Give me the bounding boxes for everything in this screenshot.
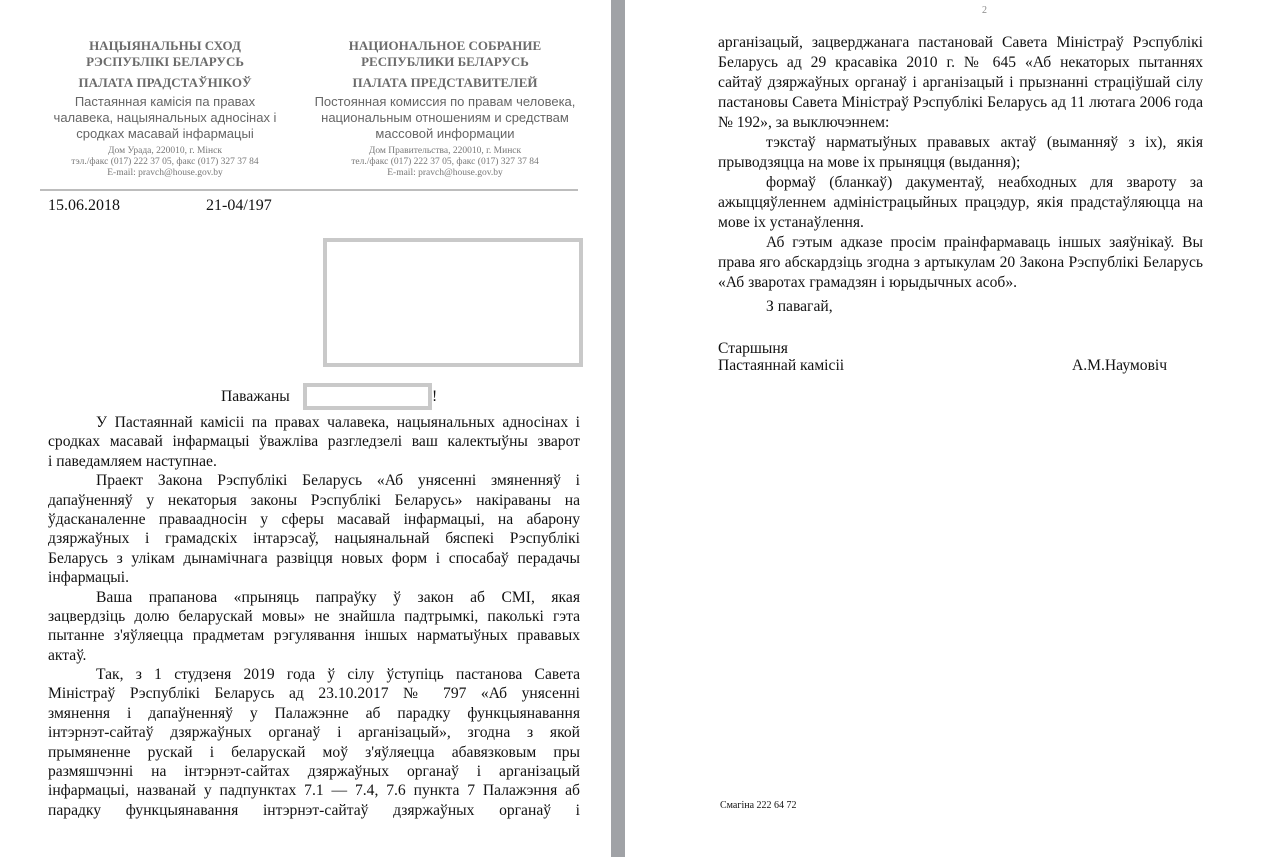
org-name: РЭСПУБЛІКІ БЕЛАРУСЬ xyxy=(86,54,244,69)
text-line: сродках масавай інфармацыі ўважліва разгледзелі ваш калектыўны зварот xyxy=(48,433,580,451)
text-line: інтэрнэт-сайтаў дзяржаўных органаў і арганізацый», згодна з якой xyxy=(48,724,580,742)
letter-body-continued xyxy=(718,33,1203,293)
commission-line: национальным отношениям и средствам xyxy=(321,110,569,125)
chamber-name: ПАЛАТА ПРЕДСТАВИТЕЛЕЙ xyxy=(352,75,538,90)
text-line: пастановы Савета Міністраў Рэспублікі Беларусь ад 11 лютага 2006 года xyxy=(718,94,1203,111)
header-divider xyxy=(40,189,578,191)
text-line: Міністраў Рэспублікі Беларусь ад 23.10.2017 № 797 «Аб унясенні xyxy=(48,685,580,703)
commission-name xyxy=(300,94,590,142)
letter-ref-number: 21-04/197 xyxy=(206,197,272,214)
text-line: інфармацыі, названай у падпунктах 7.1 — 7.4, 7.6 пункта 7 Палажэння аб xyxy=(48,782,580,800)
text-line: прымяненне рускай і беларускай моў з'яўляецца абавязковым пры xyxy=(48,743,580,761)
text-line: парадку функцыянавання інтэрнэт-сайтаў дзяржаўных органаў і xyxy=(48,801,580,819)
closing: З павагай, xyxy=(766,298,833,315)
page-number: 2 xyxy=(982,5,987,16)
letterhead-russian xyxy=(300,38,590,179)
letter-body xyxy=(48,413,580,820)
salutation-end: ! xyxy=(432,388,438,405)
email-line: E-mail: pravch@house.gov.by xyxy=(107,168,223,178)
letter-date: 15.06.2018 xyxy=(48,197,120,214)
letterhead-belarusian xyxy=(50,38,280,179)
text-line: змянення і дапаўненняў у Палажэнне аб парадку функцыянавання xyxy=(48,704,580,722)
text-line: дапаўненняў у некаторыя законы Рэспублікі Беларусь» накіраваны на xyxy=(48,491,580,509)
text-line: права яго абскардзіць згодна з артыкулам 20 Закона Рэспублікі Беларусь xyxy=(718,254,1203,271)
email-line: E-mail: pravch@house.gov.by xyxy=(387,168,503,178)
text-line: прыводзяцца на мове іх прыняцця (выдання); xyxy=(718,154,1021,171)
document-page-2 xyxy=(625,0,1280,857)
text-line: інфармацыі. xyxy=(48,569,129,587)
text-line: тэкстаў нарматыўных прававых актаў (выманняў з іх), якія xyxy=(766,134,1203,151)
redacted-address-block xyxy=(323,238,583,367)
text-line: У Пастаяннай камісіі па правах чалавека, нацыянальных адносінах і xyxy=(96,414,580,431)
org-name: НАЦЫЯНАЛЬНЫ СХОД xyxy=(89,38,241,53)
phone-line: тел./факс (017) 222 37 05, факс (017) 327 37 84 xyxy=(351,157,539,167)
text-line: мове іх устанаўлення. xyxy=(718,214,864,231)
org-name: НАЦИОНАЛЬНОЕ СОБРАНИЕ xyxy=(348,38,542,53)
chamber-name: ПАЛАТА ПРАДСТАЎНІКОЎ xyxy=(78,75,252,90)
org-name: РЕСПУБЛИКИ БЕЛАРУСЬ xyxy=(361,54,529,69)
text-line: Праект Закона Рэспублікі Беларусь «Аб унясенні змяненняў і xyxy=(96,472,580,490)
text-line: Беларусь з улікам дынамічнага развіцця новых форм і спосабаў перадачы xyxy=(48,549,580,567)
text-line: Ваша прапанова «прыняць папраўку ў закон аб СМІ, якая xyxy=(96,588,580,606)
page-separator xyxy=(611,0,625,857)
text-line: зацвердзіць долю беларускай мовы» не знайшла падтрымкі, паколькі гэта xyxy=(48,607,580,625)
redacted-name xyxy=(303,383,432,410)
commission-name xyxy=(50,94,280,142)
text-line: арганізацый, зацверджанага пастановай Савета Міністраў Рэспублікі xyxy=(718,34,1203,51)
address xyxy=(300,146,590,179)
text-line: № 192», за выключэннем: xyxy=(718,114,890,131)
text-line: актаў. xyxy=(48,646,87,664)
phone-line: тэл./факс (017) 222 37 05, факс (017) 327 37 84 xyxy=(71,157,259,167)
text-line: размяшчэнні на інтэрнэт-сайтах дзяржаўных органаў і арганізацый xyxy=(48,763,580,781)
commission-line: Постоянная комиссия по правам человека, xyxy=(314,94,576,109)
text-line: ажыццяўленнем адміністрацыйных працэдур, якія прадстаўляюцца на xyxy=(718,194,1203,211)
salutation: Паважаны xyxy=(221,388,290,405)
text-line: Так, з 1 студзеня 2019 года ў сілу ўступіць пастанова Савета xyxy=(96,666,580,684)
address-line: Дом Урада, 220010, г. Мінск xyxy=(108,146,222,156)
signer-name: А.М.Наумовіч xyxy=(1072,357,1168,374)
text-line: Аб гэтым адказе просім праінфармаваць іншых заяўнікаў. Вы xyxy=(766,234,1203,251)
commission-line: массовой информации xyxy=(375,126,515,141)
text-line: «Аб зваротах грамадзян і юрыдычных асоб». xyxy=(718,274,1018,291)
document-page-1 xyxy=(0,0,611,857)
text-line: формаў (бланкаў) дакументаў, неабходных для звароту за xyxy=(766,174,1203,191)
commission-line: сродках масавай інфармацыі xyxy=(76,126,254,141)
address xyxy=(50,146,280,179)
text-line: пытанне з'яўляецца прадметам рэгулявання іншых нарматыўных прававых xyxy=(48,627,580,645)
text-line: і паведамляем наступнае. xyxy=(48,452,217,470)
text-line: ўдасканаленне праваадносін у сферы масавай інфармацыі, на абарону xyxy=(48,510,580,528)
signer-title: Старшыня xyxy=(718,340,788,357)
address-line: Дом Правительства, 220010, г. Минск xyxy=(368,146,522,156)
footer-contact: Смагіна 222 64 72 xyxy=(720,800,797,811)
text-line: Беларусь ад 29 красавіка 2010 г. № 645 «Аб некаторых пытаннях xyxy=(718,54,1203,71)
text-line: сайтаў дзяржаўных органаў і арганізацый і прызнанні страціўшай сілу xyxy=(718,74,1203,91)
commission-line: чалавека, нацыянальных адносінах і xyxy=(53,110,277,125)
text-line: дзяржаўных і грамадскіх інтарэсаў, нацыянальнай бяспекі Рэспублікі xyxy=(48,530,580,548)
commission-line: Пастаянная камісія па правах xyxy=(74,94,256,109)
signer-title: Пастаяннай камісіі xyxy=(718,357,845,374)
